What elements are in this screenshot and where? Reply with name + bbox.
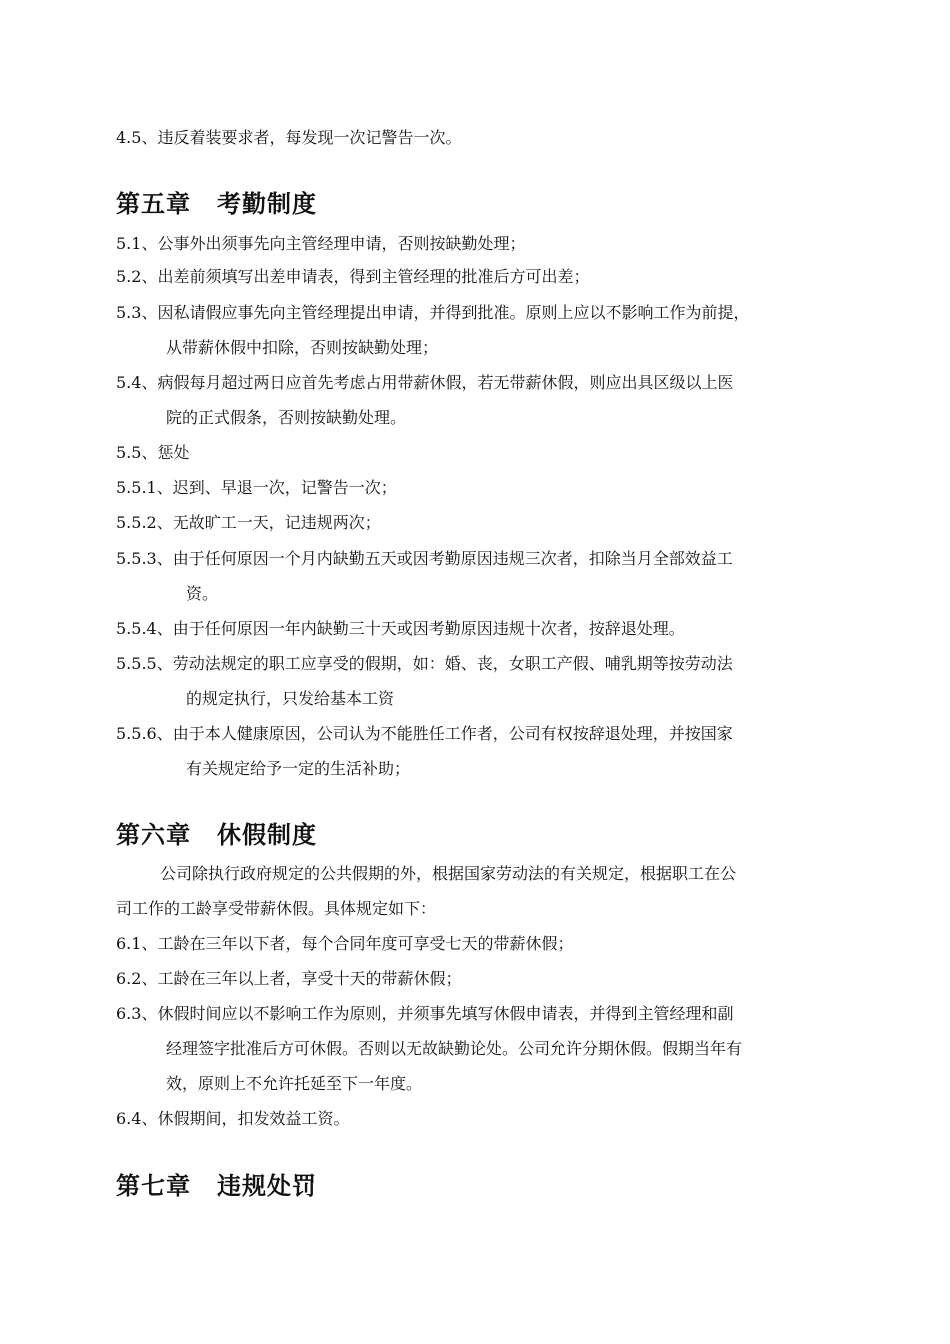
clause-5-5: 5.5、惩处 [116, 443, 190, 462]
chapter-6-heading [116, 819, 317, 851]
chapter-7-heading [116, 1170, 317, 1202]
chapter-6-intro-cont: 司工作的工龄享受带薪休假。具体规定如下： [116, 899, 437, 918]
clause-5-5-4: 5.5.4、由于任何原因一年内缺勤三十天或因考勤原因违规十次者，按辞退处理。 [116, 619, 685, 638]
clause-5-4: 5.4、病假每月超过两日应首先考虑占用带薪休假，若无带薪休假，则应出具区级以上医 [116, 373, 734, 392]
clause-5-5-6-cont: 有关规定给予一定的生活补助； [186, 759, 411, 778]
clause-5-5-6: 5.5.6、由于本人健康原因，公司认为不能胜任工作者，公司有权按辞退处理，并按国家 [116, 724, 733, 743]
clause-5-5-2: 5.5.2、无故旷工一天，记违规两次； [116, 513, 381, 532]
clause-5-5-3: 5.5.3、由于任何原因一个月内缺勤五天或因考勤原因违规三次者，扣除当月全部效益工 [116, 549, 733, 568]
clause-5-5-3-cont: 资。 [186, 584, 219, 603]
chapter-5-heading [116, 188, 317, 220]
clause-6-1: 6.1、工龄在三年以下者，每个合同年度可享受七天的带薪休假； [116, 934, 574, 953]
chapter-6-intro: 公司除执行政府规定的公共假期的外，根据国家劳动法的有关规定，根据职工在公 [160, 864, 737, 883]
clause-6-2: 6.2、工龄在三年以上者，享受十天的带薪休假； [116, 969, 462, 988]
clause-4-5: 4.5、违反着装要求者，每发现一次记警告一次。 [116, 128, 462, 147]
clause-5-2: 5.2、出差前须填写出差申请表，得到主管经理的批准后方可出差； [116, 267, 590, 286]
clause-6-3-cont-2: 效，原则上不允许托延至下一年度。 [166, 1074, 423, 1093]
chapter-7-number: 第七章 [116, 1172, 191, 1200]
clause-6-4: 6.4、休假期间，扣发效益工资。 [116, 1109, 350, 1128]
clause-5-5-1: 5.5.1、迟到、早退一次，记警告一次； [116, 478, 397, 497]
chapter-5-title: 考勤制度 [217, 190, 317, 218]
clause-5-1: 5.1、公事外出须事先向主管经理申请，否则按缺勤处理； [116, 234, 526, 253]
clause-5-3: 5.3、因私请假应事先向主管经理提出申请，并得到批准。原则上应以不影响工作为前提， [116, 303, 750, 322]
clause-5-5-5: 5.5.5、劳动法规定的职工应享受的假期，如：婚、丧，女职工产假、哺乳期等按劳动法 [116, 654, 733, 673]
chapter-6-number: 第六章 [116, 821, 191, 849]
clause-5-3-cont: 从带薪休假中扣除，否则按缺勤处理； [166, 338, 439, 357]
clause-5-5-5-cont: 的规定执行，只发给基本工资 [186, 689, 395, 708]
chapter-7-title: 违规处罚 [217, 1172, 317, 1200]
clause-5-4-cont: 院的正式假条，否则按缺勤处理。 [166, 408, 407, 427]
clause-6-3-cont-1: 经理签字批准后方可休假。否则以无故缺勤论处。公司允许分期休假。假期当年有 [166, 1039, 743, 1058]
chapter-6-title: 休假制度 [217, 821, 317, 849]
chapter-5-number: 第五章 [116, 190, 191, 218]
clause-6-3: 6.3、休假时间应以不影响工作为原则，并须事先填写休假申请表，并得到主管经理和副 [116, 1004, 734, 1023]
